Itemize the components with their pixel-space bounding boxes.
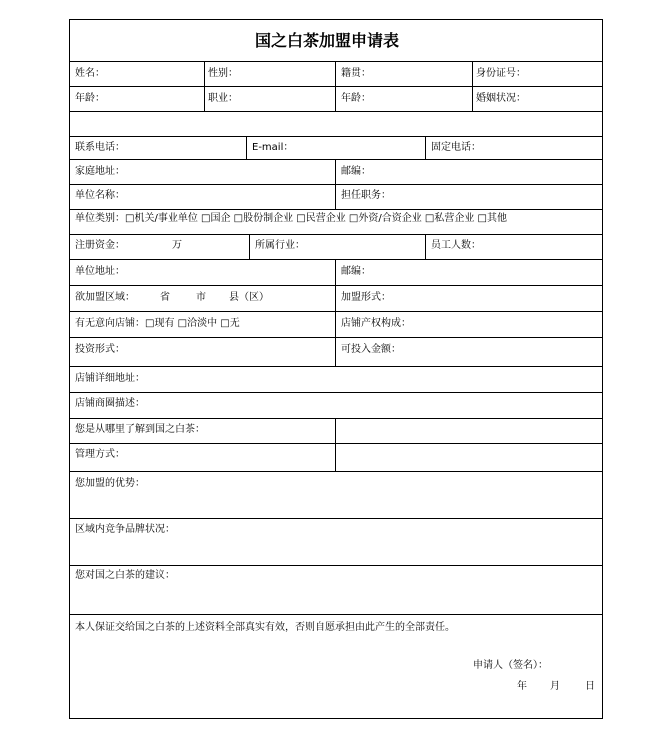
occupation-label: 职业： [208, 93, 238, 104]
id-number-label: 身份证号： [476, 68, 526, 79]
row-divider [69, 366, 603, 367]
row-divider [69, 565, 603, 566]
city-unit: 市 [196, 292, 206, 303]
store-intent-options: 有无意向店铺：□现有 □洽淡中 □无 [75, 318, 240, 329]
row-divider [69, 337, 603, 338]
store-area-label: 店铺商圈描述： [75, 398, 145, 409]
company-address-label: 单位地址： [75, 266, 125, 277]
store-address-label: 店铺详细地址： [75, 373, 145, 384]
region-label: 欲加盟区域： [75, 292, 135, 303]
phone-label: 联系电话： [75, 142, 125, 153]
registered-capital-label: 注册资金： [75, 240, 125, 251]
gender-label: 性别： [208, 68, 238, 79]
col-divider [335, 61, 336, 111]
row-divider [69, 209, 603, 210]
applicant-signature-label: 申请人（签名）： [473, 660, 548, 671]
age-label: 年龄： [75, 93, 105, 104]
form-title: 国之白茶加盟申请表 [255, 31, 400, 50]
date-year: 年 [517, 681, 527, 692]
row-divider [69, 418, 603, 419]
row-divider [69, 471, 603, 472]
province-unit: 省 [160, 292, 170, 303]
source-label: 您是从哪里了解到国之白茶： [75, 424, 205, 435]
row-divider [69, 61, 603, 62]
col-divider [335, 159, 336, 209]
row-divider [69, 443, 603, 444]
name-label: 姓名： [75, 68, 105, 79]
home-postcode-label: 邮编： [341, 166, 371, 177]
col-divider [425, 234, 426, 259]
landline-label: 固定电话： [431, 142, 481, 153]
company-type-options: 单位类别：□机关/事业单位 □国企 □股份制企业 □民营企业 □外资/合资企业 □私营企业 □其他 [75, 213, 507, 224]
investment-form-label: 投资形式： [75, 344, 125, 355]
statement-text: 本人保证交给国之白茶的上述资料全部真实有效，否则自愿承担由此产生的全部责任。 [75, 622, 455, 633]
date-day: 日 [585, 681, 595, 692]
col-divider [249, 234, 250, 259]
col-divider [425, 136, 426, 159]
row-divider [69, 259, 603, 260]
col-divider [335, 418, 336, 471]
county-unit: 县（区） [229, 292, 269, 303]
company-name-label: 单位名称： [75, 190, 125, 201]
row-divider [69, 518, 603, 519]
management-label: 管理方式： [75, 449, 125, 460]
investment-amount-label: 可投入金额： [341, 344, 401, 355]
industry-label: 所属行业： [255, 240, 305, 251]
col-divider [472, 61, 473, 111]
col-divider [204, 61, 205, 111]
advantage-label: 您加盟的优势： [75, 478, 145, 489]
company-postcode-label: 邮编： [341, 266, 371, 277]
row-divider [69, 614, 603, 615]
date-month: 月 [550, 681, 560, 692]
marital-status-label: 婚姻状况： [476, 93, 526, 104]
row-divider [69, 136, 603, 137]
competition-label: 区域内竞争品牌状况： [75, 524, 175, 535]
position-label: 担任职务： [341, 190, 391, 201]
col-divider [335, 259, 336, 366]
suggestion-label: 您对国之白茶的建议： [75, 570, 175, 581]
home-address-label: 家庭地址： [75, 166, 125, 177]
row-divider [69, 86, 603, 87]
join-form-label: 加盟形式： [341, 292, 391, 303]
row-divider [69, 234, 603, 235]
email-label: E-mail： [252, 142, 294, 153]
row-divider [69, 285, 603, 286]
capital-unit: 万 [172, 240, 182, 251]
staff-count-label: 员工人数： [431, 240, 481, 251]
col-divider [246, 136, 247, 159]
ownership-label: 店铺产权构成： [341, 318, 411, 329]
row-divider [69, 392, 603, 393]
row-divider [69, 184, 603, 185]
age-label-2: 年龄： [341, 93, 371, 104]
row-divider [69, 311, 603, 312]
origin-label: 籍贯： [341, 68, 371, 79]
row-divider [69, 111, 603, 112]
row-divider [69, 159, 603, 160]
